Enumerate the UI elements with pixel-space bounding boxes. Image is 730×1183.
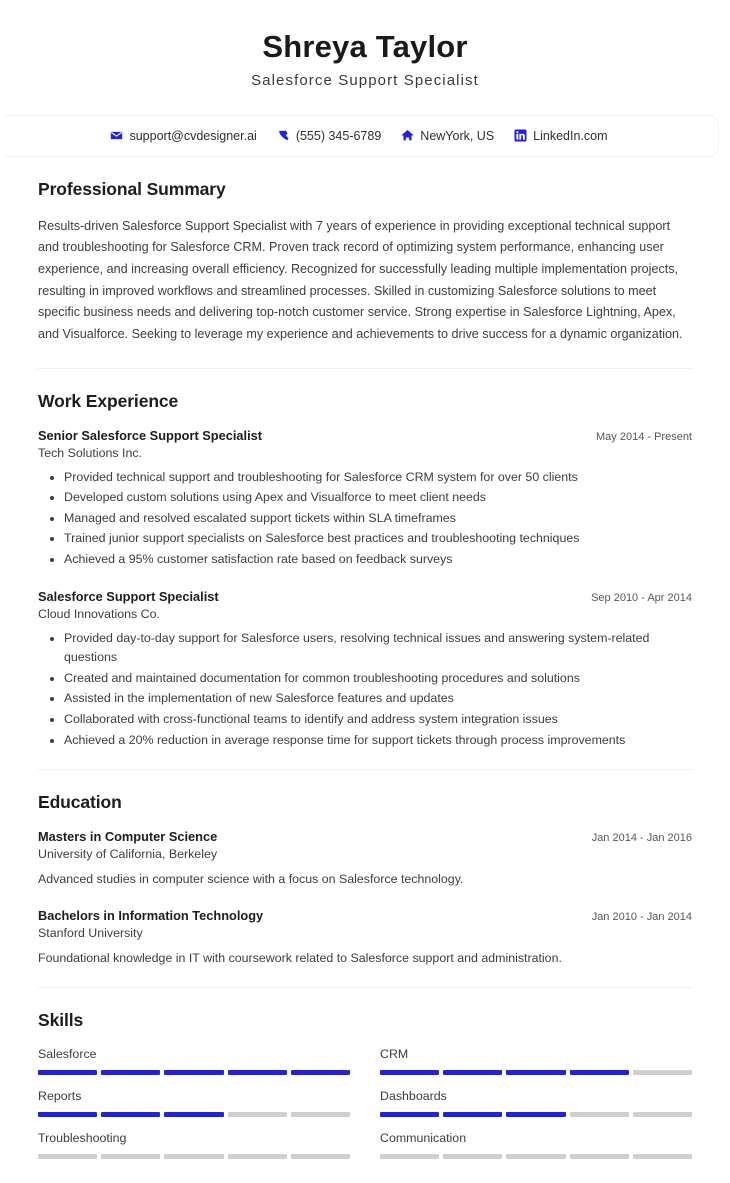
skill-item — [380, 1047, 692, 1089]
skill-rating-segment — [38, 1070, 97, 1075]
section-title-skills: Skills — [38, 1009, 84, 1030]
experience-entry — [38, 589, 692, 770]
skill-rating-segment — [228, 1112, 287, 1117]
skill-rating-segment — [443, 1070, 502, 1075]
section-title-education: Education — [38, 792, 122, 813]
skills-grid — [38, 1047, 692, 1183]
education-description: Foundational knowledge in IT with coursework related to Salesforce support and administration. — [38, 951, 562, 966]
phone-icon — [277, 129, 290, 142]
summary-text: Results-driven Salesforce Support Specialist with 7 years of experience in providing exceptional technical support and troubleshooting for Salesforce CRM. Proven track record of optimizing system performance, enhancing user experience, and increasing overall efficiency. Recognized for successfully leading multiple implementation projects, resulting in improved workflows and streamlined processes. Skilled in customizing Salesforce solutions to meet specific business needs and delivering top-notch customer service. Strong expertise in Salesforce Lightning, Apex, and Visualforce. Seeking to leverage my experience and achievements to drive success for a dynamic organization. — [38, 218, 683, 341]
divider — [38, 769, 692, 770]
skill-rating-segment — [570, 1112, 629, 1117]
list-item: • Developed custom solutions using Apex and Visualforce to meet client needs — [64, 488, 692, 508]
skill-rating-segment — [380, 1112, 439, 1117]
list-item: • Managed and resolved escalated support tickets within SLA timeframes — [64, 509, 692, 529]
list-item: • Provided day-to-day support for Salesforce users, resolving technical issues and answering system-related questions — [64, 629, 692, 668]
education-entry-header — [38, 829, 692, 844]
skill-rating-segment — [164, 1112, 223, 1117]
list-item: • Created and maintained documentation for common troubleshooting procedures and solutions — [64, 669, 692, 689]
skill-label: Reports — [38, 1088, 82, 1103]
skill-label: CRM — [380, 1046, 409, 1061]
list-item: • Provided technical support and troubleshooting for Salesforce CRM system for over 50 clients — [64, 468, 692, 488]
contact-item-email[interactable] — [110, 129, 256, 143]
skill-item — [38, 1089, 350, 1131]
list-item: • Collaborated with cross-functional teams to identify and address system integration issues — [64, 710, 692, 730]
skill-rating-segment — [291, 1154, 350, 1159]
contact-linkedin-label: LinkedIn.com — [533, 128, 608, 143]
experience-entry — [38, 428, 692, 589]
skill-rating-segment — [633, 1070, 692, 1075]
skill-rating-bar — [38, 1070, 350, 1075]
contact-item-phone[interactable] — [277, 129, 381, 143]
page-title: Shreya Taylor — [262, 29, 468, 64]
section-education — [0, 792, 730, 987]
skill-rating-segment — [380, 1070, 439, 1075]
skill-rating-bar — [38, 1112, 350, 1117]
list-item: • Achieved a 20% reduction in average response time for support tickets through process improvements — [64, 731, 692, 751]
skill-rating-segment — [380, 1154, 439, 1159]
section-professional-summary — [0, 179, 730, 346]
skill-rating-segment — [570, 1154, 629, 1159]
skill-rating-segment — [38, 1112, 97, 1117]
skill-item — [38, 1131, 350, 1173]
education-description: Advanced studies in computer science with a focus on Salesforce technology. — [38, 872, 464, 887]
experience-position: Senior Salesforce Support Specialist — [38, 427, 263, 443]
skill-rating-segment — [228, 1154, 287, 1159]
experience-dates: May 2014 - Present — [596, 430, 692, 443]
education-degree: Masters in Computer Science — [38, 829, 218, 845]
list-item: • Achieved a 95% customer satisfaction rate based on feedback surveys — [64, 550, 692, 570]
skill-rating-bar — [38, 1154, 350, 1159]
skill-rating-segment — [506, 1112, 565, 1117]
divider — [38, 987, 692, 988]
contact-bar — [0, 115, 719, 157]
resume-header — [0, 0, 730, 103]
experience-entry-header — [38, 589, 692, 604]
divider — [38, 368, 692, 369]
skill-rating-segment — [570, 1070, 629, 1075]
contact-item-location[interactable] — [401, 129, 494, 143]
skill-rating-bar — [380, 1070, 692, 1075]
experience-bullet-list — [38, 629, 692, 751]
education-degree: Bachelors in Information Technology — [38, 908, 264, 924]
contact-email-label: support@cvdesigner.ai — [129, 128, 257, 143]
skill-rating-segment — [633, 1154, 692, 1159]
skill-rating-segment — [38, 1154, 97, 1159]
skill-item — [380, 1089, 692, 1131]
skill-label: Salesforce — [38, 1046, 97, 1061]
list-item: • Trained junior support specialists on Salesforce best practices and troubleshooting techniques — [64, 529, 692, 549]
education-entry-header — [38, 908, 692, 923]
envelope-icon — [110, 129, 123, 142]
experience-company: Cloud Innovations Co. — [38, 606, 160, 621]
skill-rating-segment — [506, 1154, 565, 1159]
skill-label: Communication — [380, 1130, 467, 1145]
skill-rating-bar — [380, 1112, 692, 1117]
contact-location-label: NewYork, US — [420, 128, 495, 143]
education-dates: Jan 2010 - Jan 2014 — [591, 911, 692, 924]
skill-rating-segment — [633, 1112, 692, 1117]
skill-rating-segment — [164, 1154, 223, 1159]
section-title-summary: Professional Summary — [38, 178, 226, 199]
contact-phone-label: (555) 345-6789 — [295, 128, 382, 143]
skill-rating-bar — [380, 1154, 692, 1159]
skill-rating-segment — [291, 1070, 350, 1075]
skill-rating-segment — [101, 1070, 160, 1075]
skill-label: Dashboards — [380, 1088, 447, 1103]
education-entry — [38, 908, 692, 987]
skill-item — [380, 1131, 692, 1173]
experience-bullet-list — [38, 468, 692, 570]
experience-entry-header — [38, 428, 692, 443]
skill-rating-segment — [291, 1112, 350, 1117]
section-work-experience — [0, 391, 730, 770]
education-school: University of California, Berkeley — [38, 847, 218, 862]
skill-item — [38, 1047, 350, 1089]
list-item: • Assisted in the implementation of new Salesforce features and updates — [64, 689, 692, 709]
experience-dates: Sep 2010 - Apr 2014 — [591, 591, 692, 604]
education-school: Stanford University — [38, 926, 143, 941]
skill-label: Troubleshooting — [38, 1130, 127, 1145]
section-skills — [0, 1010, 730, 1183]
education-dates: Jan 2014 - Jan 2016 — [591, 832, 692, 845]
skill-rating-segment — [101, 1154, 160, 1159]
skill-rating-segment — [506, 1070, 565, 1075]
header-subtitle: Salesforce Support Specialist — [251, 71, 479, 89]
skill-rating-segment — [443, 1154, 502, 1159]
experience-position: Salesforce Support Specialist — [38, 588, 219, 604]
skill-rating-segment — [101, 1112, 160, 1117]
home-icon — [401, 129, 414, 142]
skill-rating-segment — [443, 1112, 502, 1117]
linkedin-icon — [514, 129, 527, 142]
section-title-experience: Work Experience — [38, 390, 179, 411]
experience-company: Tech Solutions Inc. — [38, 445, 143, 460]
skill-rating-segment — [228, 1070, 287, 1075]
contact-item-linkedin[interactable] — [514, 129, 607, 143]
education-entry — [38, 829, 692, 908]
skill-rating-segment — [164, 1070, 223, 1075]
